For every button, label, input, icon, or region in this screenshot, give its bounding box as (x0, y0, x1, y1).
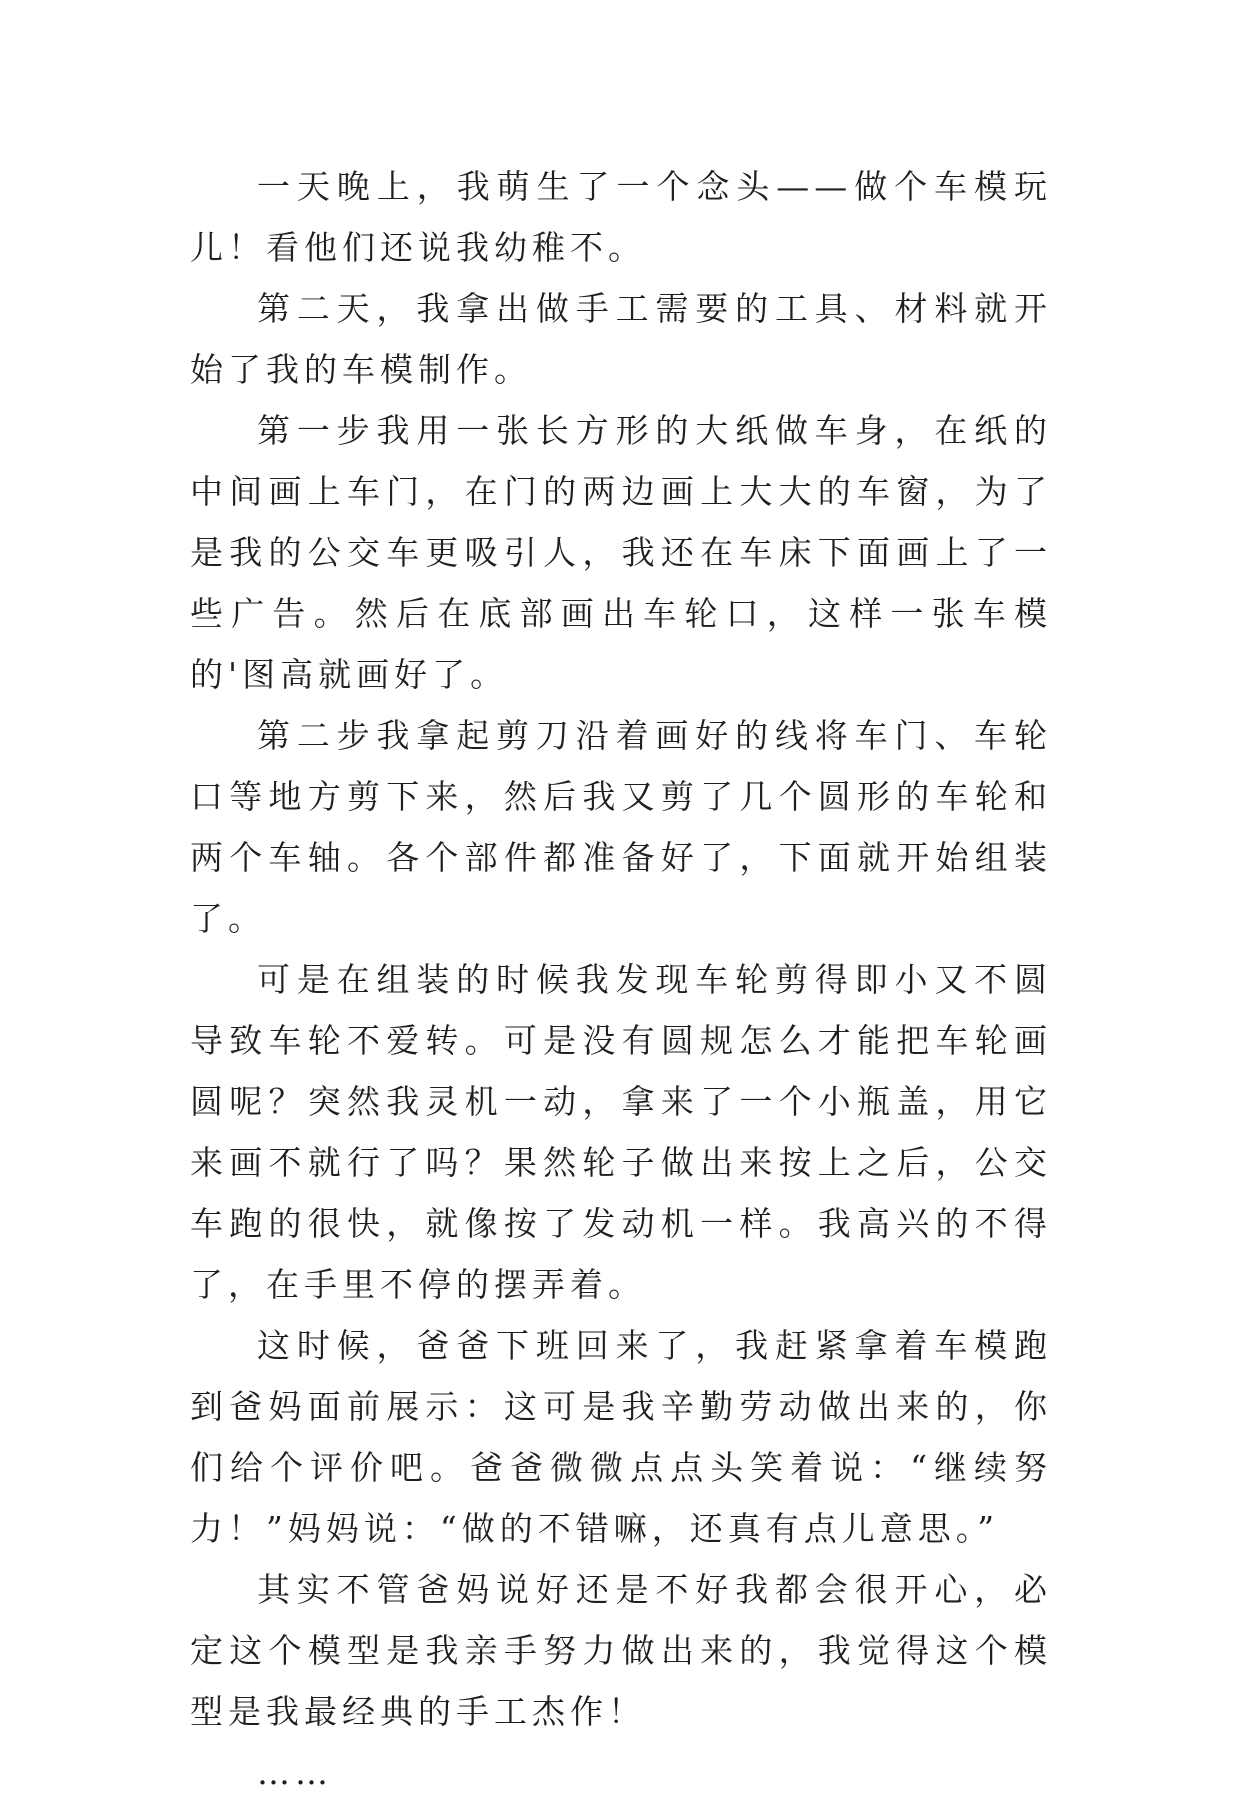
paragraph: 第二天，我拿出做手工需要的工具、材料就开始了我的车模制作。 (190, 289, 1052, 389)
paragraph: 一天晚上，我萌生了一个念头——做个车模玩儿！看他们还说我幼稚不。 (190, 167, 1052, 267)
paragraph: 第二步我拿起剪刀沿着画好的线将车门、车轮口等地方剪下来，然后我又剪了几个圆形的车轮和两个车轴。各个部件都准备好了，下面就开始组装了。 (190, 716, 1052, 938)
paragraph: 第一步我用一张长方形的大纸做车身，在纸的中间画上车门，在门的两边画上大大的车窗，为了是我的公交车更吸引人，我还在车床下面画上了一些广告。然后在底部画出车轮口，这样一张车模的'图高就画好了。 (190, 411, 1052, 694)
paragraph: 这时候，爸爸下班回来了，我赶紧拿着车模跑到爸妈面前展示：这可是我辛勤劳动做出来的，你们给个评价吧。爸爸微微点点头笑着说：“继续努力！”妈妈说：“做的不错嘛，还真有点儿意思。” (190, 1326, 1052, 1548)
paragraph: 其实不管爸妈说好还是不好我都会很开心，必定这个模型是我亲手努力做出来的，我觉得这个模型是我最经典的手工杰作！ (190, 1570, 1052, 1731)
document-body (190, 156, 1052, 1803)
paragraph: 可是在组装的时候我发现车轮剪得即小又不圆导致车轮不爱转。可是没有圆规怎么才能把车轮画圆呢？突然我灵机一动，拿来了一个小瓶盖，用它来画不就行了吗？果然轮子做出来按上之后，公交车跑的很快，就像按了发动机一样。我高兴的不得了，在手里不停的摆弄着。 (190, 960, 1052, 1304)
ellipsis-paragraph: …… (257, 1753, 333, 1792)
